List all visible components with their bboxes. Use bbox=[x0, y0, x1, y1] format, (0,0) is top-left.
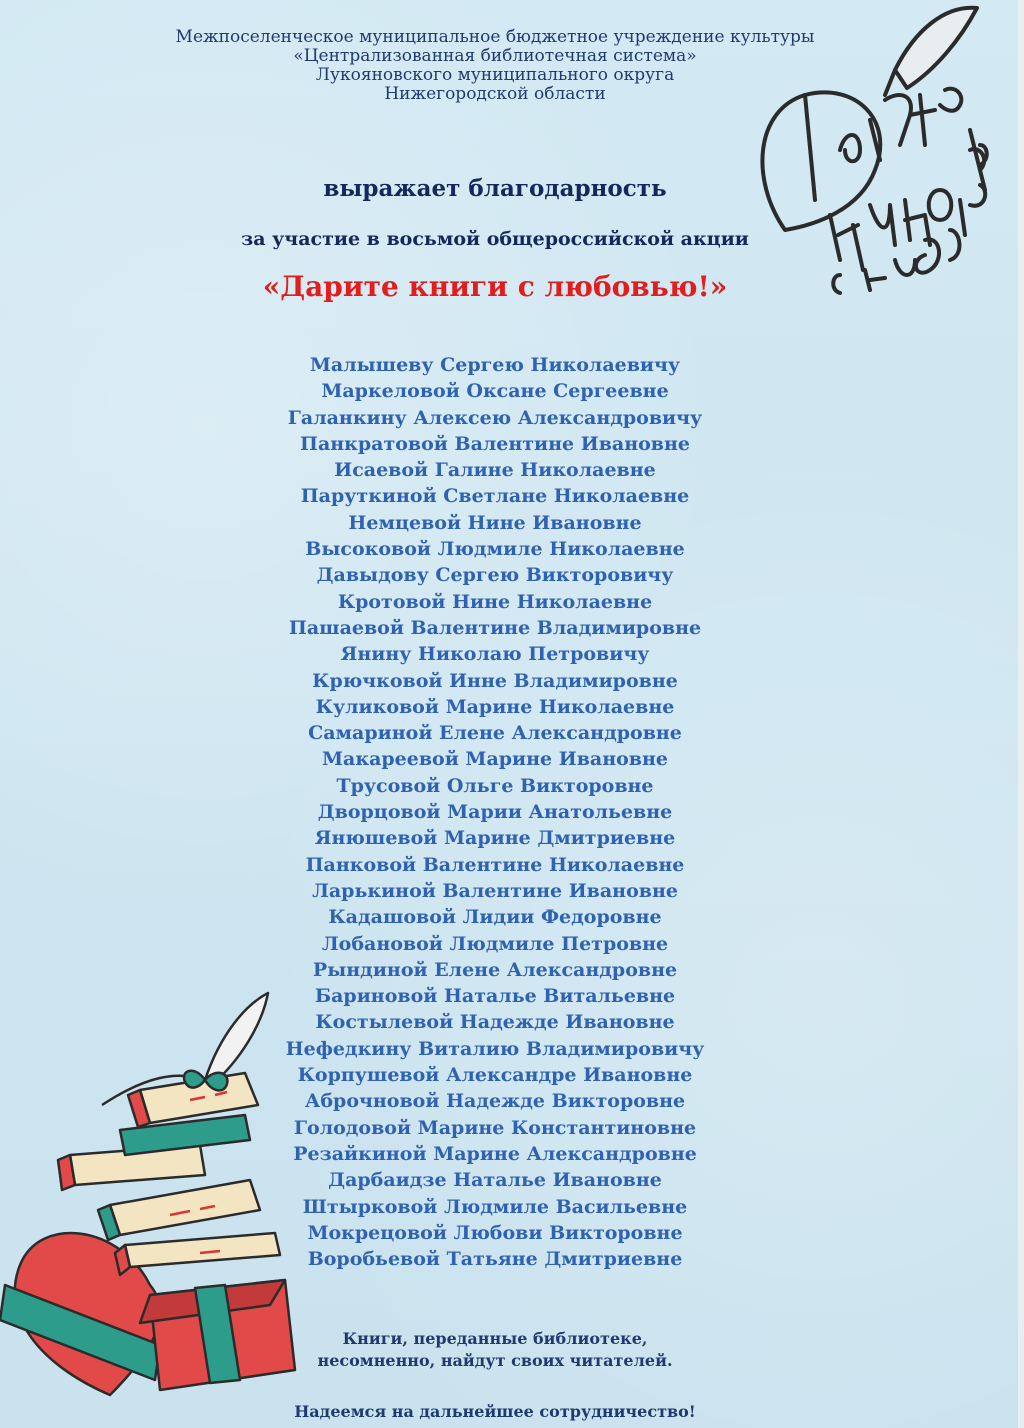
action-title: «Дарите книги с любовью!» bbox=[262, 270, 728, 303]
recipient-name: Штырковой Людмиле Васильевне bbox=[302, 1195, 688, 1218]
recipient-name: Высоковой Людмиле Николаевне bbox=[305, 538, 685, 561]
recipient-name: Рындиной Елене Александровне bbox=[312, 958, 678, 981]
recipient-list bbox=[250, 352, 740, 1272]
closing-text bbox=[250, 1328, 740, 1372]
recipient-name: Крючковой Инне Владимировне bbox=[312, 669, 678, 692]
header-line: «Централизованная библиотечная система» bbox=[293, 46, 697, 66]
recipient-name: Самариной Елене Александровне bbox=[308, 722, 682, 745]
closing-line: несомненно, найдут своих читателей. bbox=[317, 1351, 673, 1370]
recipient-name: Бариновой Наталье Витальевне bbox=[314, 985, 676, 1008]
organization-header bbox=[150, 28, 840, 104]
recipient-name: Лобановой Людмиле Петровне bbox=[321, 932, 669, 955]
recipient-name: Дворцовой Марии Анатольевне bbox=[317, 801, 673, 824]
page-edge bbox=[1018, 0, 1024, 1428]
gratitude-heading: выражает благодарность bbox=[323, 175, 667, 202]
recipient-name: Ларькиной Валентине Ивановне bbox=[312, 879, 678, 902]
recipient-name: Мокрецовой Любови Викторовне bbox=[307, 1221, 683, 1244]
recipient-name: Исаевой Галине Николаевне bbox=[334, 459, 656, 482]
header-line: Нижегородской области bbox=[384, 84, 606, 104]
recipient-name: Малышеву Сергею Николаевичу bbox=[309, 354, 681, 376]
recipient-name: Воробьевой Татьяне Дмитриевне bbox=[307, 1248, 683, 1271]
cooperation-text: Надеемся на дальнейшее сотрудничество! bbox=[294, 1402, 696, 1421]
closing-line: Книги, переданные библиотеке, bbox=[342, 1329, 648, 1348]
recipient-name: Куликовой Марине Николаевне bbox=[315, 695, 675, 718]
recipient-name: Костылевой Надежде Ивановне bbox=[315, 1011, 675, 1034]
recipient-name: Нефедкину Виталию Владимировичу bbox=[285, 1037, 705, 1060]
recipient-name: Корпушевой Александре Ивановне bbox=[297, 1064, 693, 1087]
recipient-name: Галанкину Алексею Александровичу bbox=[287, 406, 703, 429]
recipient-name: Пашаевой Валентине Владимировне bbox=[288, 616, 702, 639]
recipient-name: Макареевой Марине Ивановне bbox=[322, 748, 668, 771]
recipient-name: Паруткиной Светлане Николаевне bbox=[300, 485, 690, 508]
recipient-name: Трусовой Ольге Викторовне bbox=[336, 774, 654, 797]
header-line: Лукояновского муниципального округа bbox=[315, 65, 675, 85]
recipient-name: Янюшевой Марине Дмитриевне bbox=[314, 827, 676, 850]
header-line: Межпоселенческое муниципальное бюджетное учреждение культуры bbox=[175, 27, 815, 47]
recipient-name: Немцевой Нине Ивановне bbox=[348, 511, 642, 534]
recipient-name: Маркеловой Оксане Сергеевне bbox=[321, 380, 669, 403]
recipient-name: Аброчновой Надежде Викторовне bbox=[304, 1090, 686, 1113]
recipient-name: Кадашовой Лидии Федоровне bbox=[328, 906, 662, 929]
recipient-name: Янину Николаю Петровичу bbox=[340, 643, 650, 666]
recipient-name: Давыдову Сергею Викторовичу bbox=[316, 564, 674, 587]
heart-lettering-logo bbox=[745, 0, 1005, 320]
participation-text: за участие в восьмой общероссийской акции bbox=[241, 228, 749, 250]
recipient-name: Панкратовой Валентине Ивановне bbox=[300, 432, 690, 455]
recipient-name: Дарбаидзе Наталье Ивановне bbox=[328, 1169, 662, 1192]
recipient-name: Панковой Валентине Николаевне bbox=[305, 853, 685, 876]
recipient-name: Голодовой Марине Константиновне bbox=[293, 1116, 697, 1139]
recipient-name: Кротовой Нине Николаевне bbox=[337, 590, 653, 613]
recipient-name: Резайкиной Марине Александровне bbox=[293, 1142, 697, 1165]
